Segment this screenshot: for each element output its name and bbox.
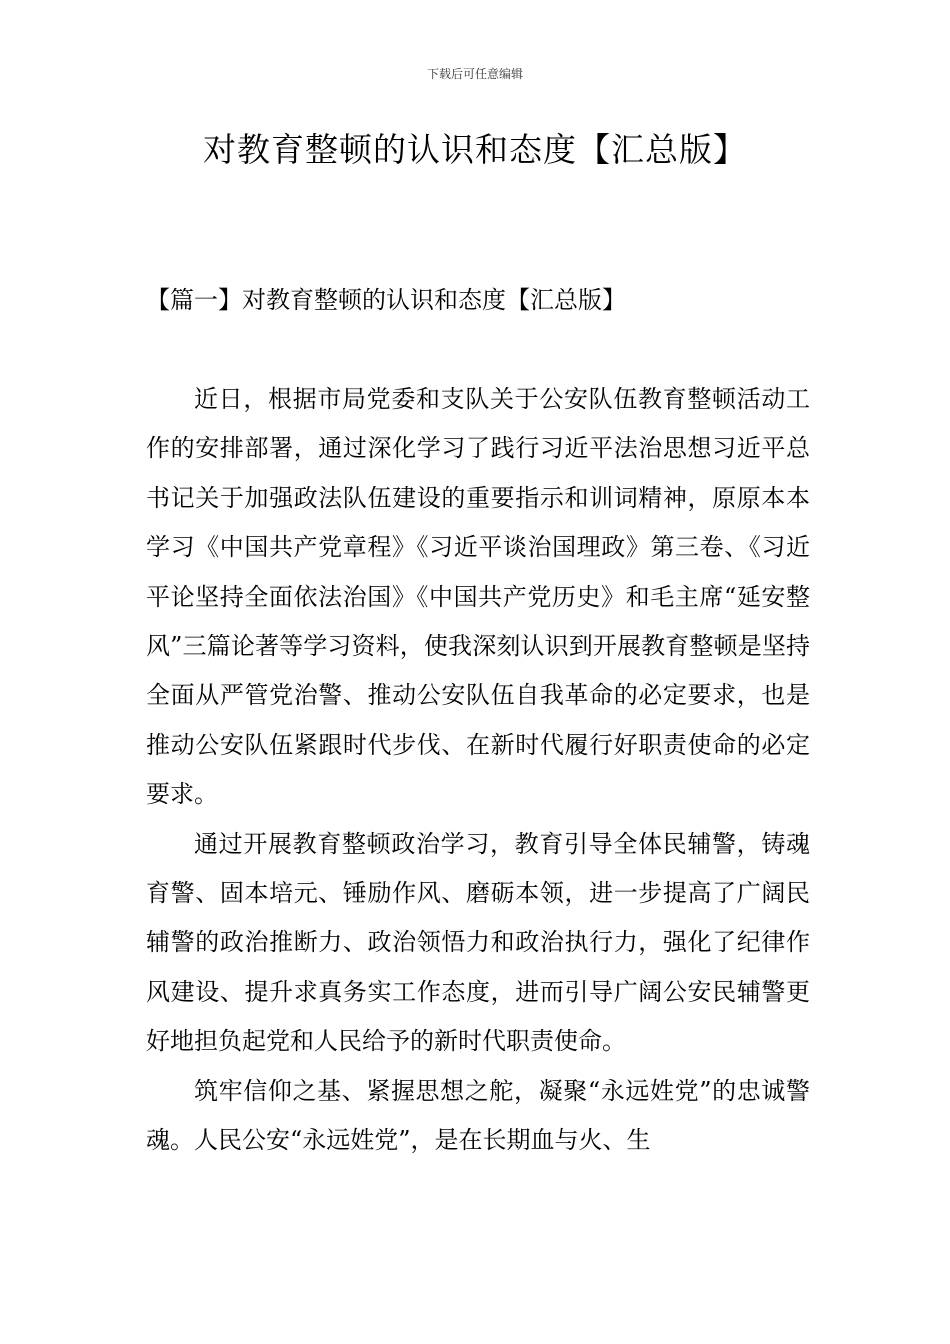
paragraph-3: 筑牢信仰之基、紧握思想之舵，凝聚“永远姓党”的忠诚警魂。人民公安“永远姓党”，是在长期血与火、生	[146, 1076, 810, 1155]
header-note: 下载后可任意编辑	[426, 67, 523, 81]
paragraph-1: 近日，根据市局党委和支队关于公安队伍教育整顿活动工作的安排部署，通过深化学习了践行习近平法治思想习近平总书记关于加强政法队伍建设的重要指示和训词精神，原原本本学习《中国共产党章程》《习近平谈治国理政》第三卷、《习近平论坚持全面依法治国》《中国共产党历史》和毛主席“延安整风”三篇论著等学习资料，使我深刻认识到开展教育整顿是坚持全面从严管党治警、推动公安队伍自我革命的必定要求，也是推动公安队伍紧跟时代步伐、在新时代履行好职责使命的必定要求。	[146, 385, 810, 809]
section-heading: 【篇一】对教育整顿的认识和态度【汇总版】	[146, 286, 626, 314]
document-title: 对教育整顿的认识和态度【汇总版】	[203, 130, 747, 169]
body-text	[146, 375, 810, 1166]
paragraph-2: 通过开展教育整顿政治学习，教育引导全体民辅警，铸魂育警、固本培元、锤励作风、磨砺本领，进一步提高了广阔民辅警的政治推断力、政治领悟力和政治执行力，强化了纪律作风建设、提升求真务实工作态度，进而引导广阔公安民辅警更好地担负起党和人民给予的新时代职责使命。	[146, 829, 810, 1056]
